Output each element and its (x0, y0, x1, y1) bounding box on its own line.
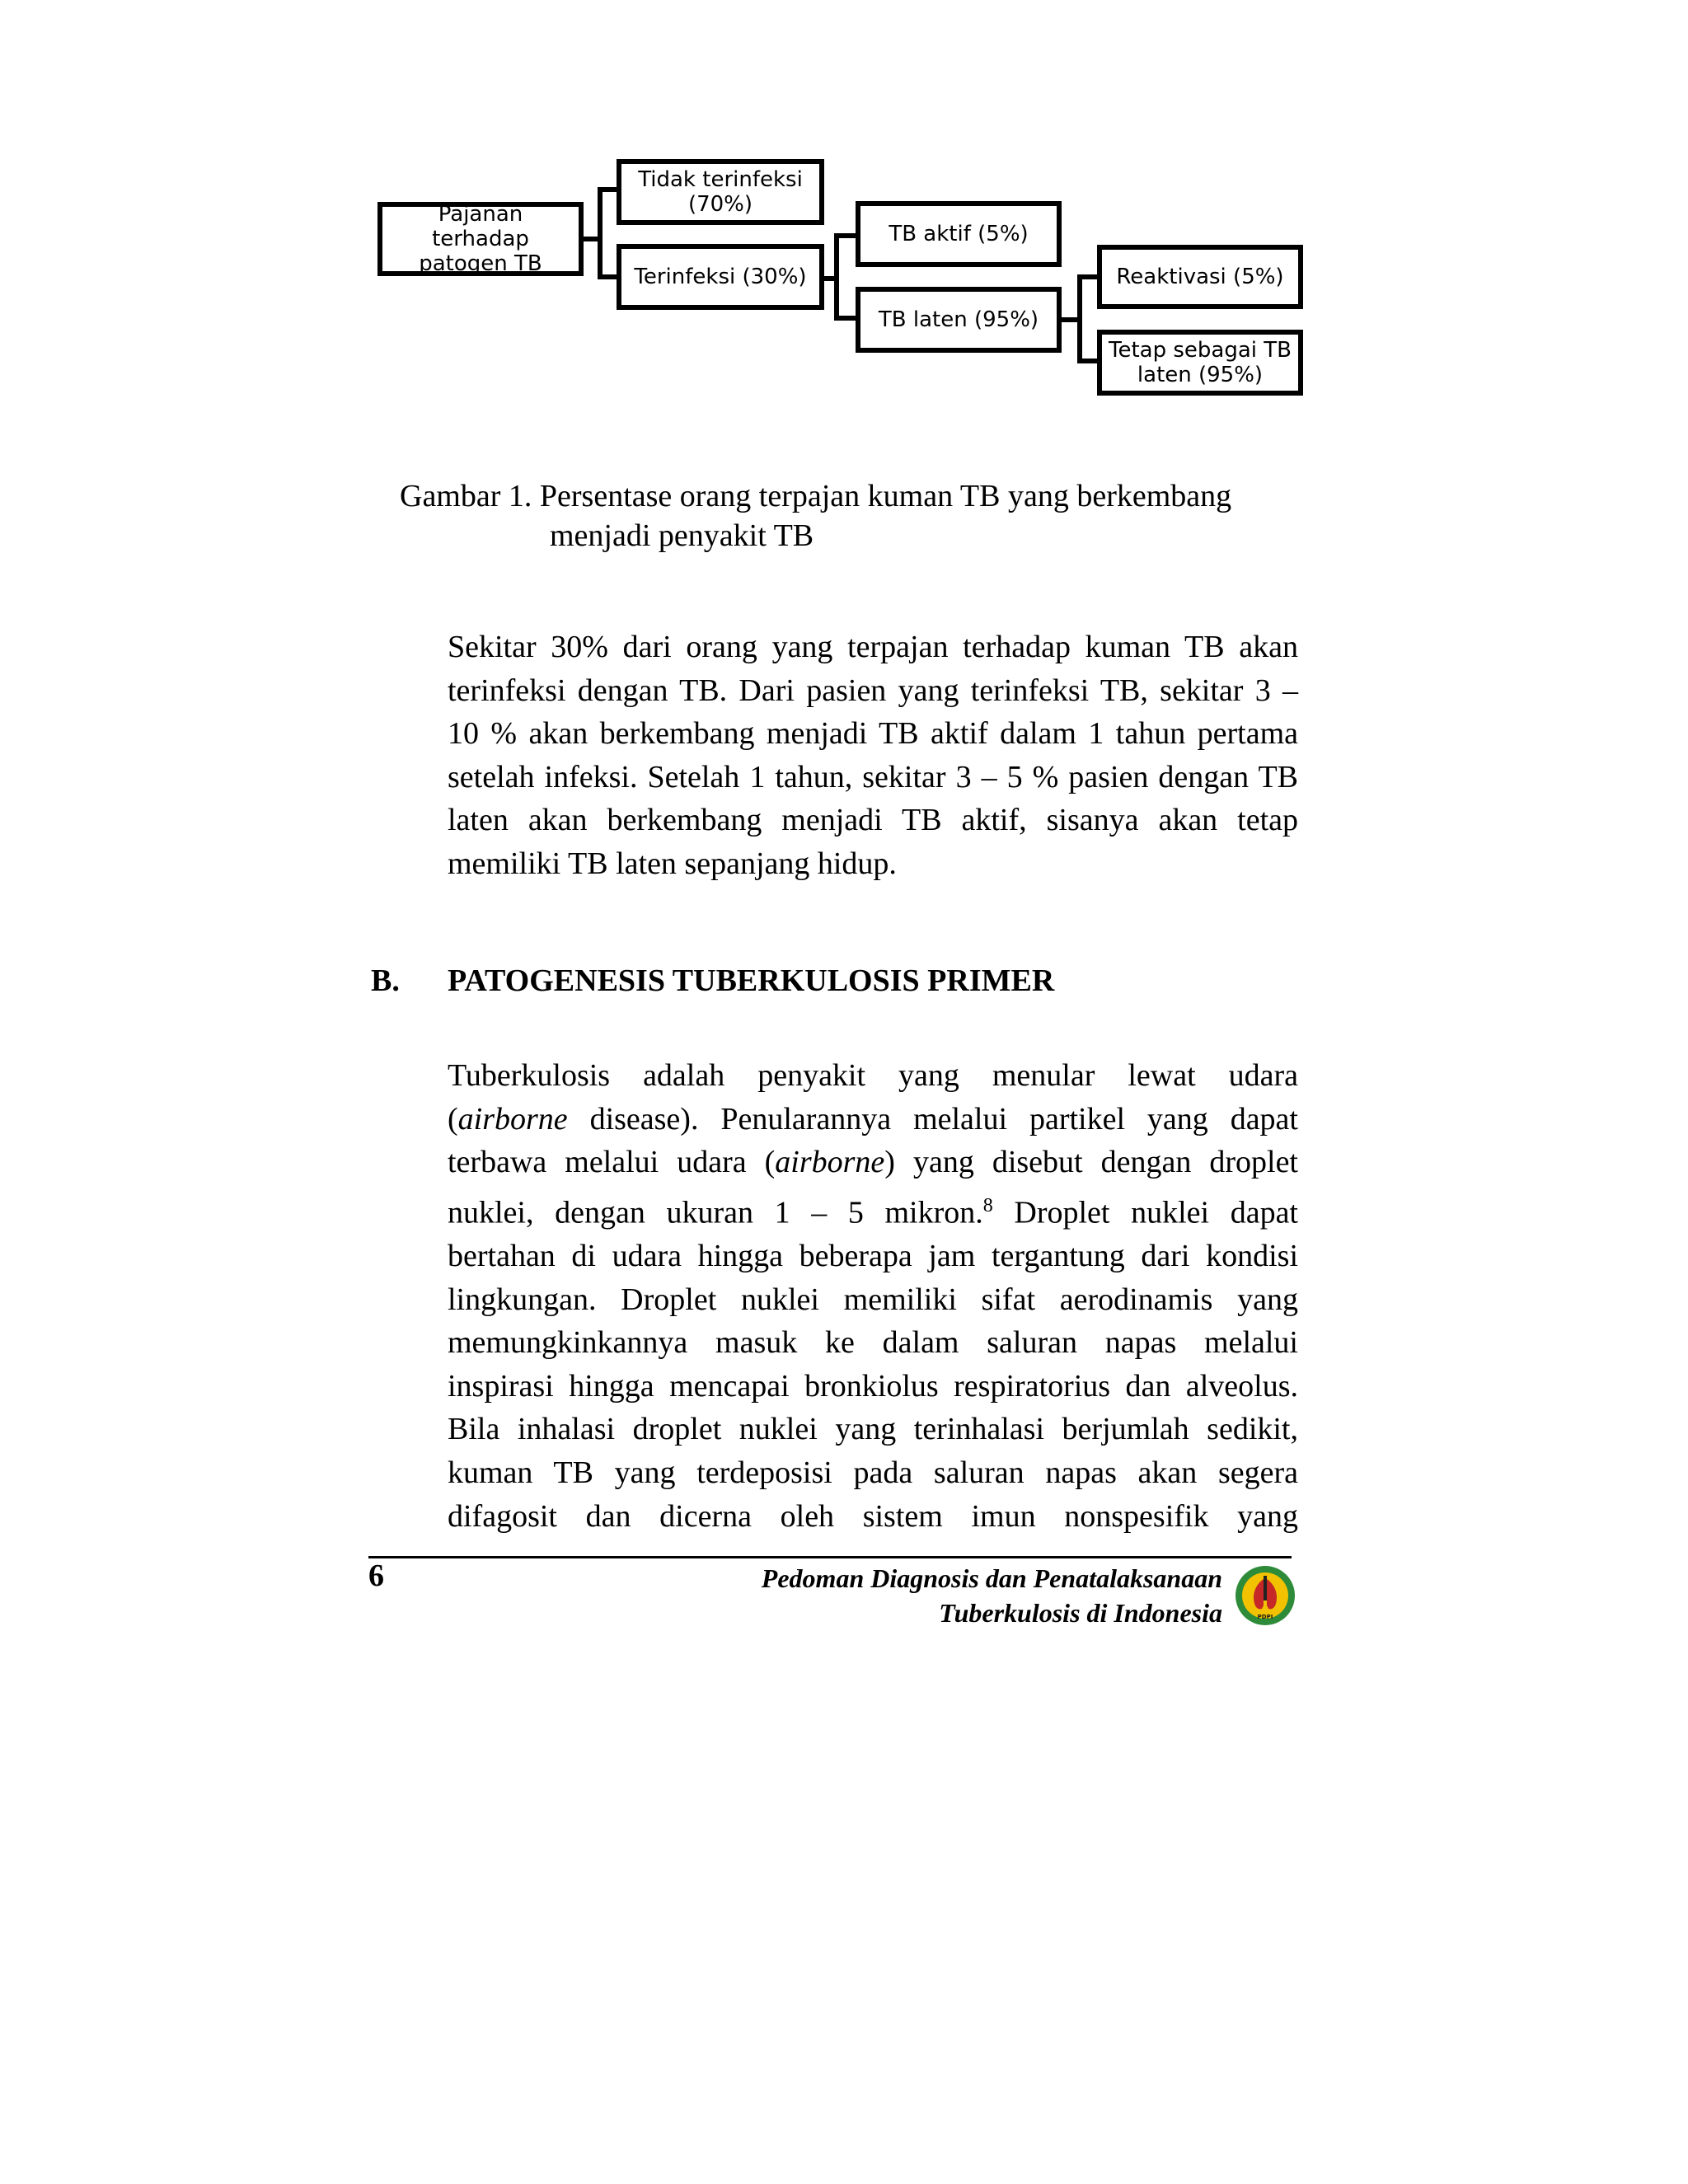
logo-text: PDPI (1257, 1614, 1273, 1620)
text-fragment: Droplet nuklei dapat (992, 1195, 1298, 1230)
node-label: laten (95%) (1137, 363, 1264, 387)
text-line (448, 1141, 1298, 1184)
node-label: Terinfeksi (30%) (634, 265, 807, 289)
text-line: memungkinkannya masuk ke dalam saluran napas melalui (448, 1325, 1298, 1361)
text-line: inspirasi hingga mencapai bronkiolus respiratorius dan alveolus. (448, 1368, 1298, 1404)
text-fragment: nuklei, dengan ukuran 1 – 5 mikron. (448, 1195, 983, 1230)
connector (834, 233, 839, 321)
node-label: (70%) (687, 192, 753, 217)
node-not-infected (617, 159, 824, 225)
node-label: patogen TB (419, 251, 542, 276)
italic-term: airborne (457, 1101, 568, 1137)
text-line: Sekitar 30% dari orang yang terpajan terhadap kuman TB akan (448, 630, 1298, 664)
node-infected (617, 244, 824, 310)
footer-title-line: Pedoman Diagnosis dan Penatalaksanaan (761, 1563, 1222, 1593)
italic-term: airborne (775, 1145, 885, 1180)
reference-superscript: 8 (982, 1194, 993, 1216)
connector (1077, 274, 1082, 363)
text-line: difagosit dan dicerna oleh sistem imun nonspesifik yang (448, 1498, 1298, 1534)
caption-line: Gambar 1. Persentase orang terpajan kuman TB yang berkembang (400, 479, 1232, 513)
figure-caption (400, 476, 1389, 555)
text-line: 10 % akan berkembang menjadi TB aktif dalam 1 tahun pertama (448, 716, 1298, 752)
paragraph-tb-infection (448, 626, 1298, 886)
page-number: 6 (368, 1558, 384, 1593)
text-line (448, 1184, 1298, 1235)
node-label: Tidak terinfeksi (638, 167, 803, 192)
footer-title-line: Tuberkulosis di Indonesia (939, 1598, 1222, 1628)
node-exposure (377, 202, 584, 276)
node-label: Reaktivasi (5%) (1116, 265, 1284, 289)
text-fragment: disease). Penularannya melalui partikel yang dapat (567, 1101, 1298, 1137)
text-line (448, 1098, 1298, 1141)
text-line: bertahan di udara hingga beberapa jam tergantung dari kondisi (448, 1239, 1298, 1274)
node-reactivation (1097, 245, 1303, 309)
connector (834, 316, 856, 321)
node-label: Pajanan terhadap (432, 202, 529, 251)
node-label: Tetap sebagai TB (1109, 338, 1292, 363)
caption-line: menjadi penyakit TB (550, 518, 814, 553)
footer-rule (368, 1556, 1292, 1558)
connector (598, 187, 603, 279)
node-latent-tb (856, 287, 1062, 353)
text-line: lingkungan. Droplet nuklei memiliki sifat aerodinamis yang (448, 1282, 1298, 1317)
connector (834, 233, 856, 238)
text-line: laten akan berkembang menjadi TB aktif, sisanya akan tetap (448, 803, 1298, 838)
node-remain-latent (1097, 330, 1303, 396)
text-fragment: terbawa melalui udara ( (448, 1145, 776, 1180)
connector (598, 187, 617, 192)
text-line: Bila inhalasi droplet nuklei yang terinhalasi berjumlah sedikit, (448, 1412, 1298, 1447)
text-line: Tuberkulosis adalah penyakit yang menular lewat udara (448, 1058, 1298, 1093)
text-fragment: ) yang disebut dengan droplet (884, 1145, 1298, 1180)
footer-book-title (762, 1561, 1222, 1630)
text-line: memiliki TB laten sepanjang hidup. (448, 846, 897, 881)
node-label: TB laten (95%) (878, 307, 1039, 332)
connector (1077, 359, 1098, 363)
pdpi-lung-logo-icon (1234, 1564, 1296, 1627)
text-line: terinfeksi dengan TB. Dari pasien yang terinfeksi TB, sekitar 3 – (448, 673, 1298, 708)
section-title: PATOGENESIS TUBERKULOSIS PRIMER (448, 963, 1055, 998)
logo-trachea (1264, 1576, 1267, 1601)
text-fragment: ( (448, 1101, 458, 1137)
connector (598, 274, 617, 279)
text-line: kuman TB yang terdeposisi pada saluran napas akan segera (448, 1455, 1298, 1490)
section-number: B. (371, 963, 400, 998)
node-label: TB aktif (5%) (889, 222, 1029, 246)
node-active-tb (856, 201, 1062, 267)
paragraph-pathogenesis (448, 1054, 1298, 1538)
text-line: setelah infeksi. Setelah 1 tahun, sekitar 3 – 5 % pasien dengan TB (448, 759, 1298, 794)
connector (1077, 274, 1098, 279)
